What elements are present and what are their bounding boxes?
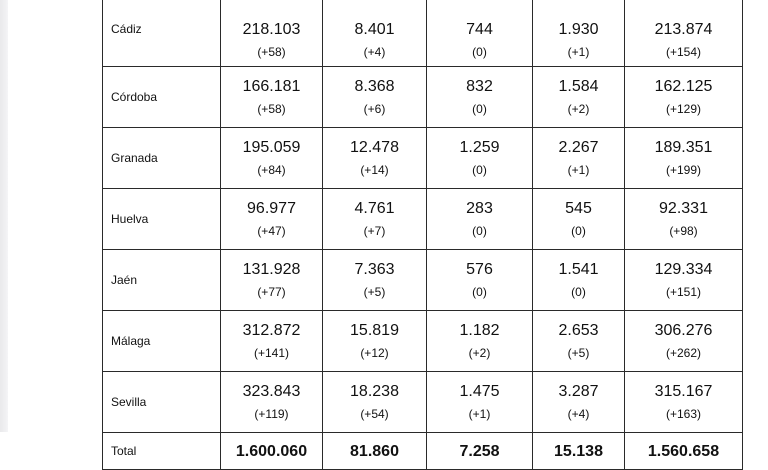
province-name: Sevilla <box>103 372 221 433</box>
province-name: Málaga <box>103 311 221 372</box>
cell-delta: (+5) <box>363 285 386 299</box>
table-cell <box>427 0 533 67</box>
cell-delta: (+47) <box>257 224 286 238</box>
table-cell <box>221 372 323 433</box>
cell-value: 8.401 <box>354 21 395 38</box>
cell-value: 195.059 <box>242 139 301 156</box>
cell-delta: (+154) <box>665 45 702 59</box>
table-cell <box>221 67 323 128</box>
total-value: 81.860 <box>350 443 399 460</box>
cell-delta: (+199) <box>665 163 702 177</box>
cell-delta: (+1) <box>468 407 491 421</box>
cell-delta: (+54) <box>360 407 389 421</box>
table-cell <box>323 0 427 67</box>
cell-value: 96.977 <box>247 200 296 217</box>
cell-value: 2.267 <box>558 139 599 156</box>
cell-delta: (+14) <box>360 163 389 177</box>
table-cell <box>625 0 743 67</box>
cell-value: 1.541 <box>558 261 599 278</box>
cell-delta: (+2) <box>468 346 491 360</box>
cell-value: 18.238 <box>350 383 399 400</box>
cell-value: 576 <box>466 261 493 278</box>
cell-value: 2.653 <box>558 322 599 339</box>
cell-value: 283 <box>466 200 493 217</box>
cell-delta: (+4) <box>363 45 386 59</box>
table-row <box>103 189 743 250</box>
table-cell <box>533 372 625 433</box>
table-cell <box>625 189 743 250</box>
cell-value: 131.928 <box>242 261 301 278</box>
table-row <box>103 372 743 433</box>
cell-value: 3.287 <box>558 383 599 400</box>
province-name: Cádiz <box>103 0 221 67</box>
cell-delta: (+12) <box>360 346 389 360</box>
table-cell <box>533 0 625 67</box>
total-label: Total <box>103 433 221 470</box>
table-cell <box>323 250 427 311</box>
total-cell <box>221 433 323 470</box>
cell-delta: (+1) <box>567 45 590 59</box>
table-cell <box>221 0 323 67</box>
total-value: 15.138 <box>554 443 603 460</box>
table-cell <box>533 67 625 128</box>
table-cell <box>625 311 743 372</box>
cell-value: 129.334 <box>654 261 713 278</box>
province-name: Granada <box>103 128 221 189</box>
cell-value: 15.819 <box>350 322 399 339</box>
cell-delta: (+129) <box>665 102 702 116</box>
table-cell <box>625 372 743 433</box>
province-name: Huelva <box>103 189 221 250</box>
total-row <box>103 433 743 470</box>
cell-delta: (+84) <box>257 163 286 177</box>
cell-delta: (+262) <box>665 346 702 360</box>
cell-value: 315.167 <box>654 383 713 400</box>
cell-delta: (+2) <box>567 102 590 116</box>
cell-value: 1.182 <box>459 322 500 339</box>
cell-value: 744 <box>466 21 493 38</box>
cell-value: 92.331 <box>659 200 708 217</box>
total-value: 7.258 <box>459 443 500 460</box>
cell-delta: (+141) <box>253 346 290 360</box>
province-name: Córdoba <box>103 67 221 128</box>
cell-value: 218.103 <box>242 21 301 38</box>
cell-value: 4.761 <box>354 200 395 217</box>
cell-value: 306.276 <box>654 322 713 339</box>
total-cell <box>427 433 533 470</box>
table-cell <box>427 311 533 372</box>
cell-delta: (+119) <box>254 407 289 421</box>
cell-value: 1.259 <box>459 139 500 156</box>
total-cell <box>625 433 743 470</box>
cell-delta: (0) <box>571 285 586 299</box>
table-cell <box>427 189 533 250</box>
table-row <box>103 250 743 311</box>
cell-value: 189.351 <box>654 139 713 156</box>
table-cell <box>427 250 533 311</box>
cell-delta: (+163) <box>665 407 702 421</box>
cell-delta: (+58) <box>257 45 286 59</box>
cell-value: 1.930 <box>558 21 599 38</box>
cell-value: 1.475 <box>459 383 500 400</box>
cell-delta: (+98) <box>669 224 698 238</box>
table-cell <box>533 311 625 372</box>
provinces-table <box>102 0 743 470</box>
cell-value: 213.874 <box>654 21 713 38</box>
table-cell <box>427 67 533 128</box>
cell-value: 312.872 <box>242 322 301 339</box>
cell-delta: (0) <box>472 224 487 238</box>
table-cell <box>323 311 427 372</box>
table-cell <box>427 372 533 433</box>
table-cell <box>323 372 427 433</box>
cell-value: 832 <box>466 78 493 95</box>
cell-delta: (0) <box>571 224 586 238</box>
table-row <box>103 67 743 128</box>
cell-value: 12.478 <box>350 139 399 156</box>
cell-value: 162.125 <box>654 78 713 95</box>
cell-value: 323.843 <box>242 383 301 400</box>
total-value: 1.600.060 <box>235 443 308 460</box>
table-cell <box>323 67 427 128</box>
table-cell <box>533 189 625 250</box>
cell-delta: (+151) <box>665 285 702 299</box>
table-cell <box>533 250 625 311</box>
table-row <box>103 0 743 67</box>
cell-value: 545 <box>565 200 592 217</box>
cell-delta: (0) <box>472 163 487 177</box>
cell-value: 166.181 <box>242 78 301 95</box>
cell-delta: (+4) <box>567 407 590 421</box>
table-cell <box>221 250 323 311</box>
left-edge-strip <box>0 0 8 432</box>
cell-value: 8.368 <box>354 78 395 95</box>
cell-delta: (+77) <box>257 285 286 299</box>
table-cell <box>533 128 625 189</box>
total-cell <box>533 433 625 470</box>
cell-delta: (0) <box>472 285 487 299</box>
table-cell <box>323 128 427 189</box>
table-cell <box>221 128 323 189</box>
total-value: 1.560.658 <box>647 443 720 460</box>
cell-value: 7.363 <box>354 261 395 278</box>
table-cell <box>427 128 533 189</box>
cell-delta: (+58) <box>257 102 286 116</box>
cell-delta: (+6) <box>363 102 386 116</box>
table-row <box>103 128 743 189</box>
table-row <box>103 311 743 372</box>
cell-delta: (+7) <box>363 224 386 238</box>
cell-delta: (+5) <box>567 346 590 360</box>
cell-delta: (0) <box>472 45 487 59</box>
table-cell <box>221 311 323 372</box>
table-cell <box>625 250 743 311</box>
total-cell <box>323 433 427 470</box>
cell-delta: (0) <box>472 102 487 116</box>
cell-delta: (+1) <box>567 163 590 177</box>
cell-value: 1.584 <box>558 78 599 95</box>
table-cell <box>323 189 427 250</box>
province-name: Jaén <box>103 250 221 311</box>
table-cell <box>221 189 323 250</box>
table-cell <box>625 128 743 189</box>
table-cell <box>625 67 743 128</box>
